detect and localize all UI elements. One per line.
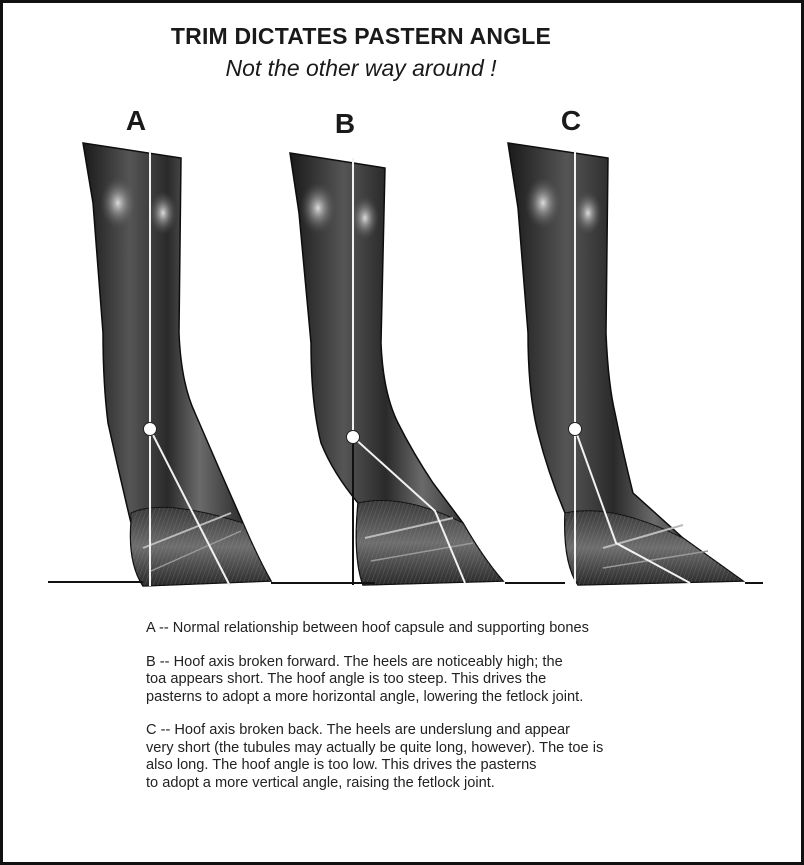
hoof-illustrations [3, 3, 801, 613]
leg-b [271, 153, 503, 585]
caption-b: B -- Hoof axis broken forward. The heels are noticeably high; the toa appears short. The hoof angle is too steep. This drives the pasterns to adopt a more horizontal angle, lowering the fetlock joint. [146, 653, 584, 705]
leg-c [505, 143, 763, 585]
caption-list [146, 620, 766, 808]
leg-a [48, 143, 271, 586]
diagram-title: TRIM DICTATES PASTERN ANGLE [170, 23, 552, 49]
caption-a: A -- Normal relationship between hoof capsule and supporting bones [146, 620, 589, 636]
panel-label-b: B [334, 108, 356, 139]
caption-c: C -- Hoof axis broken back. The heels are underslung and appear very short (the tubules may actually be quite long, however). The toe is also long. The hoof angle is too low. This drives the pasterns to adopt a more vertical angle, raising the fetlock joint. [146, 722, 604, 791]
diagram-subtitle: Not the other way around ! [225, 55, 497, 81]
panel-label-a: A [125, 105, 147, 136]
panel-label-c: C [560, 105, 582, 136]
